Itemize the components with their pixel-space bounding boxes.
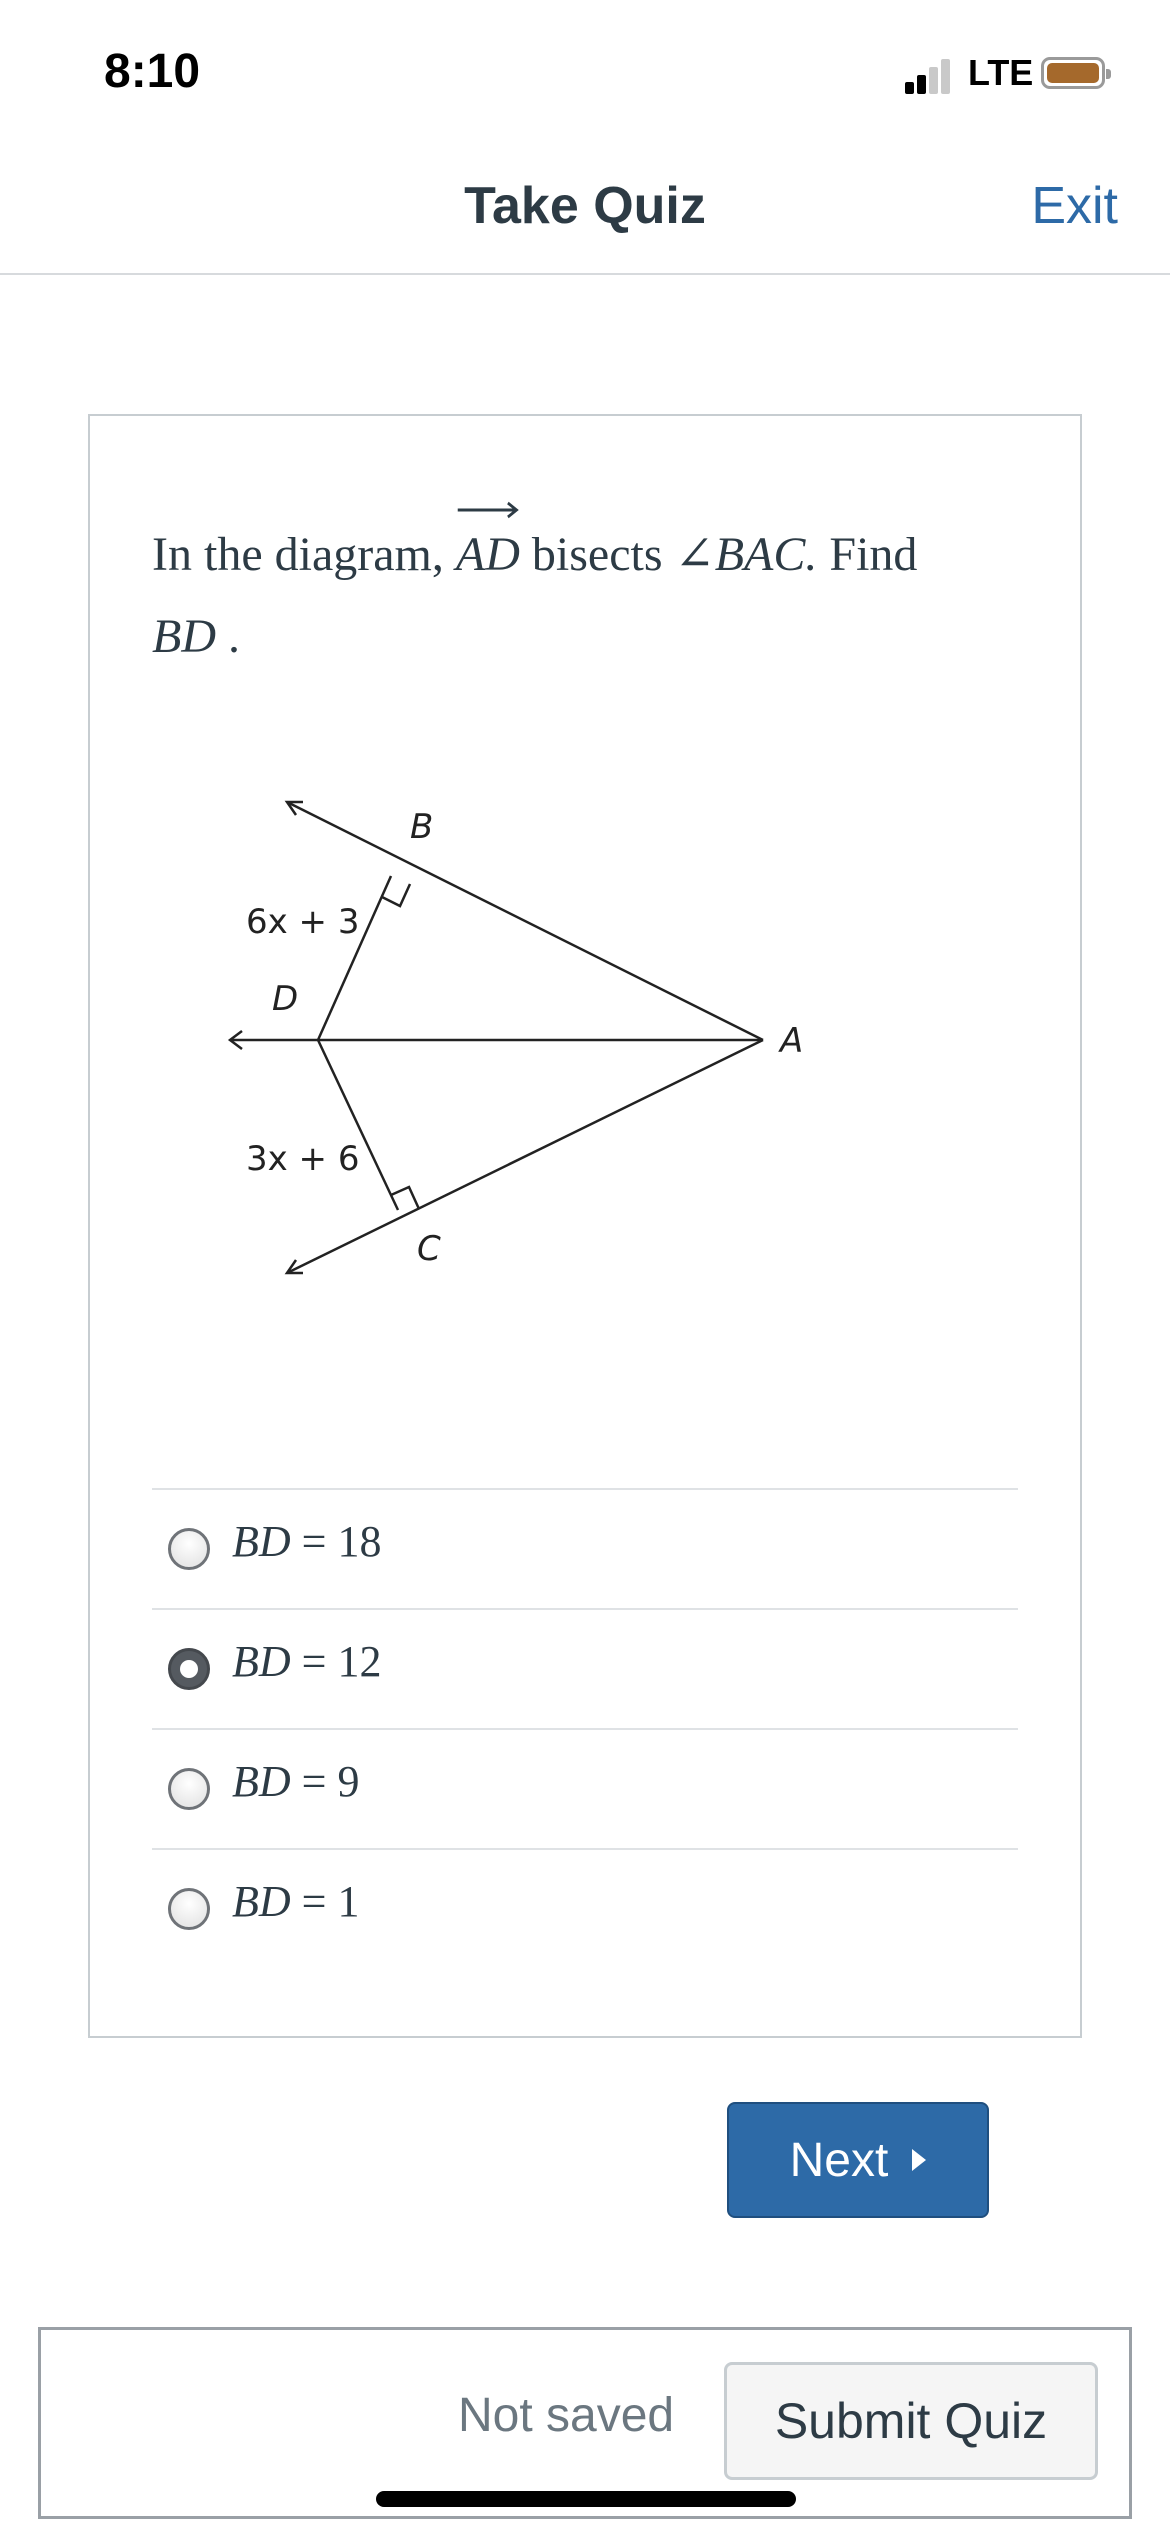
answer-label: BD = 9 (232, 1757, 360, 1806)
segment-db (318, 876, 391, 1040)
answer-list (152, 1488, 1018, 1968)
question-target: BD (152, 610, 216, 663)
radio-button[interactable] (168, 1888, 210, 1930)
answer-label: BD = 18 (232, 1517, 382, 1566)
question-period: . (215, 610, 240, 663)
label-c: C (417, 1229, 441, 1269)
ray-notation (456, 512, 520, 596)
submit-quiz-button[interactable]: Submit Quiz (724, 2362, 1098, 2480)
battery-icon (1041, 57, 1105, 89)
exit-link[interactable]: Exit (1031, 177, 1118, 235)
question-middle: bisects (519, 528, 675, 581)
question-suffix: Find (817, 528, 918, 581)
save-status: Not saved (458, 2389, 675, 2442)
next-button[interactable] (727, 2102, 989, 2218)
caret-right-icon (912, 2149, 926, 2171)
answer-label: BD = 12 (232, 1637, 382, 1686)
label-a: A (780, 1021, 804, 1061)
status-time: 8:10 (104, 45, 201, 98)
label-b: B (410, 807, 434, 847)
radio-button[interactable] (168, 1768, 210, 1810)
angle-notation: ∠BAC. (674, 528, 818, 581)
answer-option[interactable] (152, 1848, 1018, 1968)
label-d: D (272, 979, 299, 1019)
signal-icon (905, 58, 951, 94)
expr-dc: 3x + 6 (246, 1139, 360, 1179)
answer-option[interactable] (152, 1488, 1018, 1608)
geometry-diagram (200, 770, 840, 1310)
question-text (152, 512, 1012, 678)
answer-option[interactable] (152, 1728, 1018, 1848)
radio-button[interactable] (168, 1528, 210, 1570)
next-button-label: Next (789, 2133, 889, 2187)
expr-bd: 6x + 3 (246, 902, 360, 942)
answer-option[interactable] (152, 1608, 1018, 1728)
answer-label: BD = 1 (232, 1877, 360, 1926)
page-title: Take Quiz (464, 177, 706, 235)
home-indicator[interactable] (376, 2491, 796, 2507)
segment-dc (318, 1040, 398, 1210)
question-prefix: In the diagram, (152, 528, 456, 581)
network-type: LTE (968, 52, 1034, 93)
ray-label: AD (455, 528, 520, 581)
radio-button-selected[interactable] (168, 1648, 210, 1690)
header-divider (0, 273, 1170, 275)
